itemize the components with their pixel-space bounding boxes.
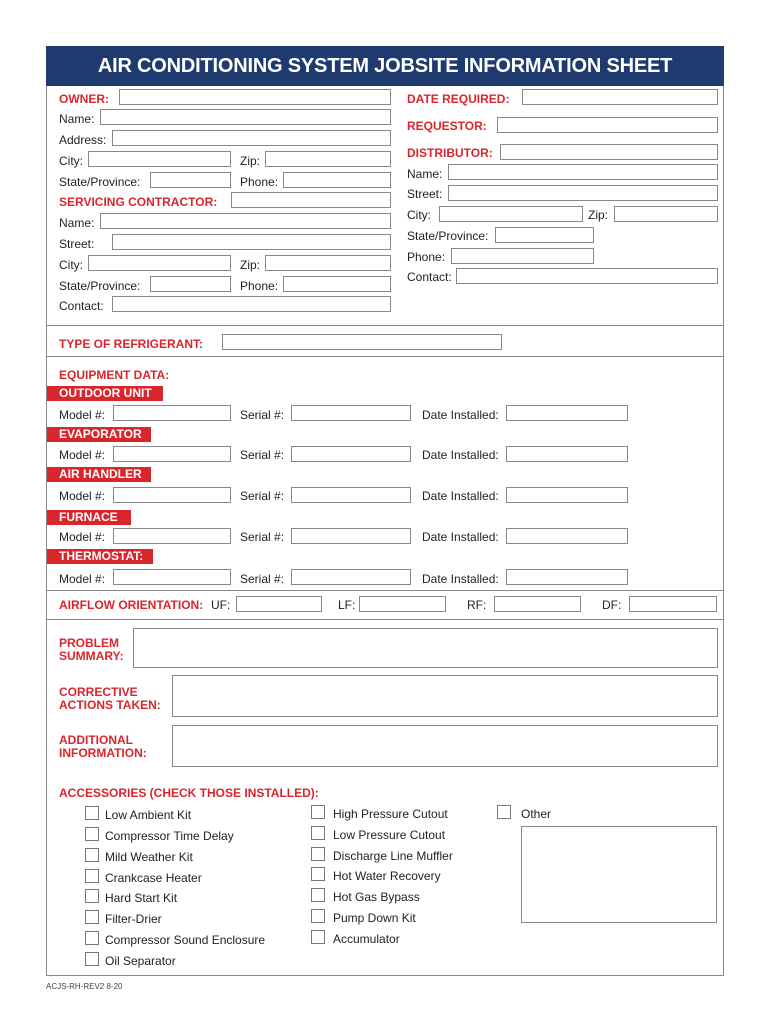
owner-name-label: Name: — [59, 112, 95, 126]
accessory-checkbox[interactable] — [85, 889, 99, 903]
owner-field[interactable] — [119, 89, 391, 105]
divider-line — [46, 619, 724, 620]
accessory-checkbox[interactable] — [85, 827, 99, 841]
additional-info-field[interactable] — [172, 725, 718, 767]
air-handler-tag: AIR HANDLER — [47, 467, 151, 482]
outdoor-serial-field[interactable] — [291, 405, 411, 421]
serial-label: Serial #: — [240, 448, 285, 462]
additional-label-line2: INFORMATION: — [59, 746, 147, 760]
other-label: Other — [521, 807, 552, 821]
distributor-field[interactable] — [500, 144, 718, 160]
distributor-state-field[interactable] — [495, 227, 594, 243]
airflow-df-field[interactable] — [629, 596, 717, 612]
airflow-heading: AIRFLOW ORIENTATION: — [59, 598, 204, 612]
accessory-label: Oil Separator — [105, 954, 176, 968]
air-handler-serial-field[interactable] — [291, 487, 411, 503]
owner-phone-label: Phone: — [240, 175, 279, 189]
servicing-heading: SERVICING CONTRACTOR: — [59, 195, 218, 209]
airflow-rf-label: RF: — [467, 598, 487, 612]
accessory-checkbox[interactable] — [85, 952, 99, 966]
accessory-checkbox[interactable] — [85, 910, 99, 924]
distributor-city-label: City: — [407, 208, 431, 222]
servicing-state-label: State/Province: — [59, 279, 141, 293]
accessory-checkbox[interactable] — [311, 847, 325, 861]
serial-label: Serial #: — [240, 408, 285, 422]
model-label: Model #: — [59, 448, 106, 462]
date-installed-label: Date Installed: — [422, 572, 499, 586]
corrective-label-line2: ACTIONS TAKEN: — [59, 698, 161, 712]
outdoor-date-field[interactable] — [506, 405, 628, 421]
accessory-label: Low Pressure Cutout — [333, 828, 446, 842]
outdoor-model-field[interactable] — [113, 405, 231, 421]
accessory-checkbox[interactable] — [311, 867, 325, 881]
airflow-rf-field[interactable] — [494, 596, 581, 612]
equipment-heading: EQUIPMENT DATA: — [59, 368, 170, 382]
servicing-contact-field[interactable] — [112, 296, 391, 312]
servicing-street-field[interactable] — [112, 234, 391, 250]
problem-label-line1: PROBLEM — [59, 636, 119, 650]
servicing-contact-label: Contact: — [59, 299, 104, 313]
divider-line — [46, 356, 724, 357]
thermostat-tag: THERMOSTAT: — [47, 549, 153, 564]
servicing-zip-field[interactable] — [265, 255, 391, 271]
servicing-field[interactable] — [231, 192, 391, 208]
corrective-actions-field[interactable] — [172, 675, 718, 717]
distributor-street-label: Street: — [407, 187, 443, 201]
thermostat-model-field[interactable] — [113, 569, 231, 585]
accessory-label: High Pressure Cutout — [333, 807, 448, 821]
air-handler-date-field[interactable] — [506, 487, 628, 503]
requestor-field[interactable] — [497, 117, 718, 133]
problem-summary-field[interactable] — [133, 628, 718, 668]
furnace-date-field[interactable] — [506, 528, 628, 544]
distributor-contact-field[interactable] — [456, 268, 718, 284]
servicing-name-label: Name: — [59, 216, 95, 230]
model-label: Model #: — [59, 408, 106, 422]
date-installed-label: Date Installed: — [422, 408, 499, 422]
distributor-contact-label: Contact: — [407, 270, 452, 284]
servicing-street-label: Street: — [59, 237, 95, 251]
accessory-checkbox[interactable] — [85, 848, 99, 862]
divider-line — [46, 325, 724, 326]
air-handler-model-field[interactable] — [113, 487, 231, 503]
accessory-label: Pump Down Kit — [333, 911, 416, 925]
servicing-city-label: City: — [59, 258, 83, 272]
accessory-checkbox[interactable] — [311, 909, 325, 923]
accessory-label: Accumulator — [333, 932, 400, 946]
additional-label-line1: ADDITIONAL — [59, 733, 133, 747]
serial-label: Serial #: — [240, 489, 285, 503]
accessory-label: Compressor Sound Enclosure — [105, 933, 266, 947]
owner-state-field[interactable] — [150, 172, 231, 188]
model-label: Model #: — [59, 489, 106, 503]
airflow-df-label: DF: — [602, 598, 622, 612]
accessory-label: Mild Weather Kit — [105, 850, 193, 864]
serial-label: Serial #: — [240, 530, 285, 544]
owner-zip-field[interactable] — [265, 151, 391, 167]
date-installed-label: Date Installed: — [422, 530, 499, 544]
accessory-label: Crankcase Heater — [105, 871, 202, 885]
accessory-checkbox[interactable] — [85, 869, 99, 883]
accessory-label: Hot Water Recovery — [333, 869, 441, 883]
evaporator-model-field[interactable] — [113, 446, 231, 462]
servicing-phone-field[interactable] — [283, 276, 391, 292]
date-installed-label: Date Installed: — [422, 448, 499, 462]
form-code: ACJS-RH-REV2 8-20 — [46, 982, 123, 991]
model-label: Model #: — [59, 572, 106, 586]
airflow-uf-label: UF: — [211, 598, 231, 612]
date-installed-label: Date Installed: — [422, 489, 499, 503]
servicing-name-field[interactable] — [100, 213, 391, 229]
owner-name-field[interactable] — [100, 109, 391, 125]
furnace-model-field[interactable] — [113, 528, 231, 544]
owner-phone-field[interactable] — [283, 172, 391, 188]
servicing-state-field[interactable] — [150, 276, 231, 292]
accessory-checkbox[interactable] — [311, 930, 325, 944]
distributor-heading: DISTRIBUTOR: — [407, 146, 493, 160]
model-label: Model #: — [59, 530, 106, 544]
distributor-name-field[interactable] — [448, 164, 718, 180]
distributor-phone-field[interactable] — [451, 248, 594, 264]
owner-zip-label: Zip: — [240, 154, 261, 168]
other-details-field[interactable] — [521, 826, 717, 923]
distributor-city-field[interactable] — [439, 206, 583, 222]
thermostat-date-field[interactable] — [506, 569, 628, 585]
refrigerant-label: TYPE OF REFRIGERANT: — [59, 337, 204, 351]
furnace-tag: FURNACE — [47, 510, 131, 525]
owner-state-label: State/Province: — [59, 175, 141, 189]
owner-heading: OWNER: — [59, 92, 109, 106]
problem-label-line2: SUMMARY: — [59, 649, 124, 663]
servicing-phone-label: Phone: — [240, 279, 279, 293]
owner-city-field[interactable] — [88, 151, 231, 167]
airflow-lf-label: LF: — [338, 598, 356, 612]
date-required-label: DATE REQUIRED: — [407, 92, 510, 106]
distributor-state-label: State/Province: — [407, 229, 489, 243]
accessory-checkbox[interactable] — [311, 805, 325, 819]
accessories-heading: ACCESSORIES (CHECK THOSE INSTALLED): — [59, 786, 319, 800]
airflow-uf-field[interactable] — [236, 596, 322, 612]
accessory-checkbox[interactable] — [85, 931, 99, 945]
accessory-checkbox[interactable] — [311, 826, 325, 840]
airflow-lf-field[interactable] — [359, 596, 446, 612]
accessory-label: Filter-Drier — [105, 912, 162, 926]
refrigerant-field[interactable] — [222, 334, 502, 350]
accessory-label: Compressor Time Delay — [105, 829, 234, 843]
requestor-label: REQUESTOR: — [407, 119, 487, 133]
accessory-label: Hard Start Kit — [105, 891, 178, 905]
thermostat-serial-field[interactable] — [291, 569, 411, 585]
furnace-serial-field[interactable] — [291, 528, 411, 544]
distributor-phone-label: Phone: — [407, 250, 446, 264]
accessory-label: Hot Gas Bypass — [333, 890, 420, 904]
other-checkbox[interactable] — [497, 805, 511, 819]
owner-city-label: City: — [59, 154, 83, 168]
accessory-label: Discharge Line Muffler — [333, 849, 453, 863]
evaporator-date-field[interactable] — [506, 446, 628, 462]
owner-address-label: Address: — [59, 133, 107, 147]
corrective-label-line1: CORRECTIVE — [59, 685, 138, 699]
servicing-zip-label: Zip: — [240, 258, 261, 272]
evaporator-serial-field[interactable] — [291, 446, 411, 462]
form-title: AIR CONDITIONING SYSTEM JOBSITE INFORMATION SHEET — [46, 46, 724, 86]
accessory-checkbox[interactable] — [311, 888, 325, 902]
divider-line — [46, 590, 724, 591]
distributor-name-label: Name: — [407, 167, 443, 181]
serial-label: Serial #: — [240, 572, 285, 586]
accessory-checkbox[interactable] — [85, 806, 99, 820]
evaporator-tag: EVAPORATOR — [47, 427, 151, 442]
outdoor-unit-tag: OUTDOOR UNIT — [47, 386, 163, 401]
accessory-label: Low Ambient Kit — [105, 808, 192, 822]
servicing-city-field[interactable] — [88, 255, 231, 271]
date-required-field[interactable] — [522, 89, 718, 105]
distributor-zip-field[interactable] — [614, 206, 718, 222]
owner-address-field[interactable] — [112, 130, 391, 146]
distributor-street-field[interactable] — [448, 185, 718, 201]
distributor-zip-label: Zip: — [588, 208, 609, 222]
